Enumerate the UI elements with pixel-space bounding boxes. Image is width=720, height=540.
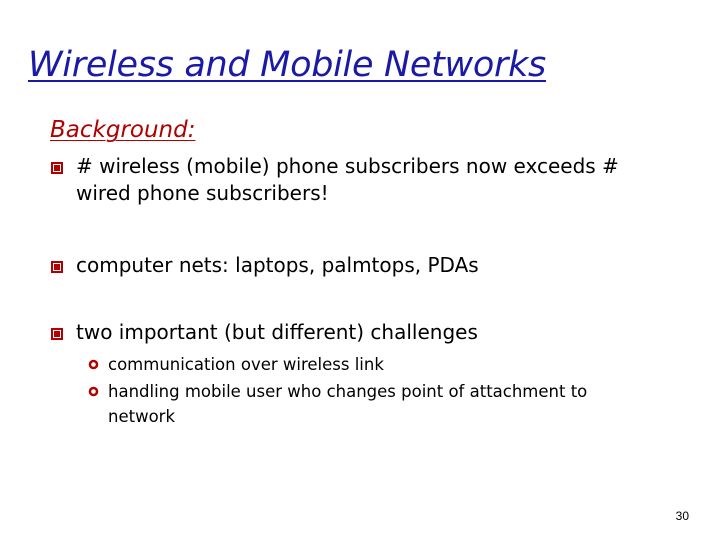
bullet-item — [50, 319, 650, 346]
square-bullet-icon — [50, 161, 64, 175]
sub-bullet-item — [88, 379, 628, 429]
bullet-text: # wireless (mobile) phone subscribers now exceeds # wired phone subscribers! — [76, 154, 619, 205]
bullet-text: computer nets: laptops, palmtops, PDAs — [76, 253, 479, 277]
section-heading-background: Background: — [50, 117, 196, 143]
page-number: 30 — [675, 509, 689, 523]
slide-title: Wireless and Mobile Networks — [28, 45, 546, 85]
circle-bullet-icon — [88, 386, 99, 397]
bullet-item — [50, 153, 650, 207]
sub-bullet-text: handling mobile user who changes point of attachment to network — [108, 382, 588, 426]
sub-bullet-text: communication over wireless link — [108, 355, 384, 374]
sub-bullet-item — [88, 352, 628, 377]
bullet-item — [50, 252, 650, 279]
square-bullet-icon — [50, 260, 64, 274]
bullet-text: two important (but different) challenges — [76, 320, 478, 344]
square-bullet-icon — [50, 327, 64, 341]
circle-bullet-icon — [88, 359, 99, 370]
